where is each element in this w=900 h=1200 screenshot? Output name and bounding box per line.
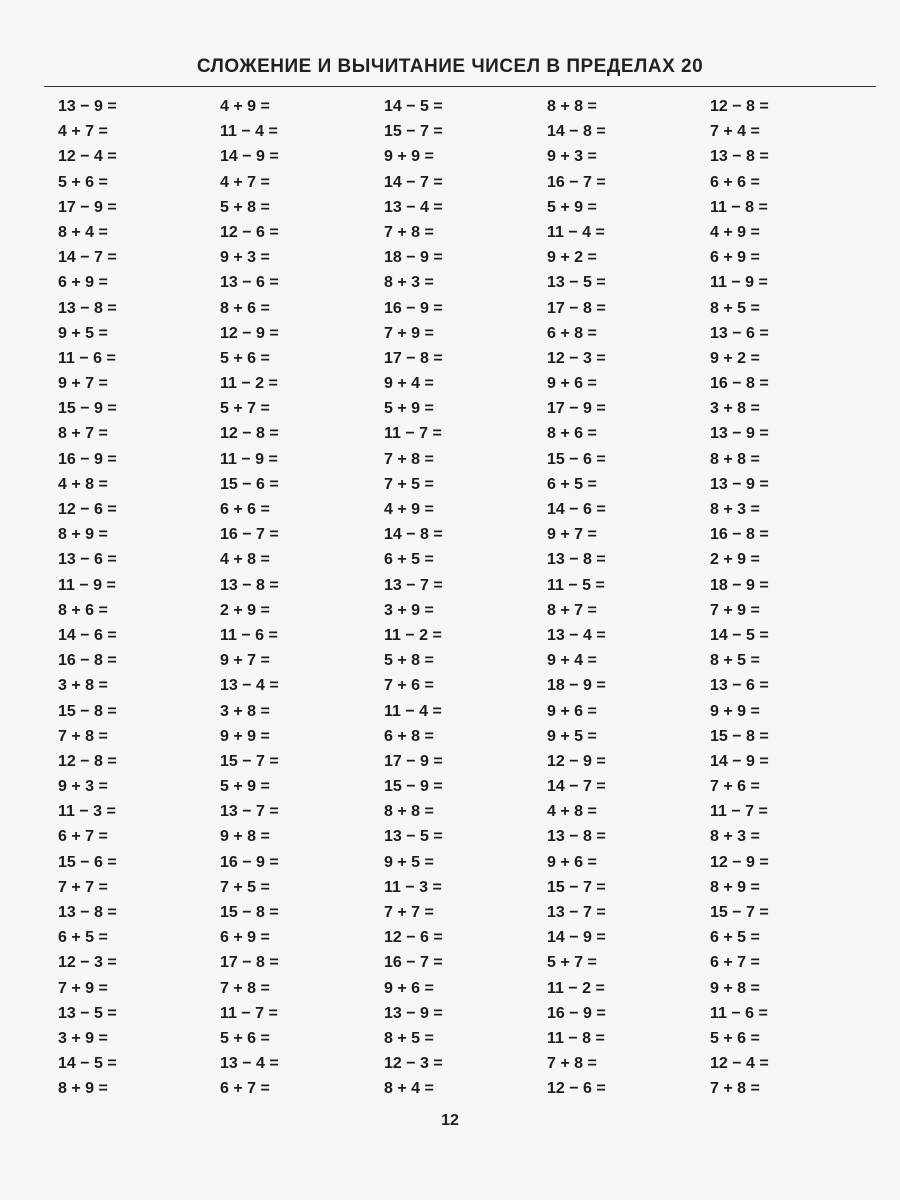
page-number: 12	[441, 1112, 459, 1129]
exercise-item: 6 + 7 =	[220, 1080, 270, 1098]
exercise-item: 9 + 6 =	[547, 702, 597, 720]
exercise-item: 8 + 9 =	[58, 526, 108, 544]
exercise-item: 3 + 8 =	[58, 677, 108, 695]
exercise-item: 12 − 3 =	[547, 349, 606, 367]
exercise-item: 6 + 6 =	[220, 501, 270, 518]
exercise-item: 9 + 9 =	[384, 148, 434, 166]
exercise-item: 12 − 8 =	[58, 752, 117, 770]
exercise-item: 8 + 8 =	[384, 803, 434, 821]
exercise-item: 14 − 5 =	[58, 1055, 117, 1073]
exercise-item: 13 − 5 =	[384, 828, 443, 846]
exercise-item: 5 + 6 =	[220, 349, 270, 367]
exercise-item: 8 + 9 =	[710, 878, 760, 896]
exercise-item: 9 + 6 =	[547, 853, 597, 871]
exercise-item: 9 + 9 =	[710, 702, 760, 720]
exercise-item: 3 + 8 =	[220, 702, 270, 720]
exercise-item: 4 + 8 =	[547, 803, 597, 821]
exercise-item: 6 + 5 =	[384, 551, 434, 569]
exercise-item: 7 + 9 =	[384, 324, 434, 342]
exercise-item: 6 + 5 =	[58, 929, 108, 947]
exercise-column-1	[58, 94, 208, 1102]
exercise-item: 11 − 7 =	[220, 1004, 278, 1022]
exercise-item: 13 − 4 =	[547, 626, 606, 644]
exercise-item: 11 − 6 =	[58, 349, 116, 367]
exercise-item: 8 + 9 =	[58, 1080, 108, 1098]
exercise-item: 15 − 8 =	[220, 904, 279, 921]
exercise-item: 7 + 8 =	[220, 979, 270, 997]
exercise-item: 11 − 3 =	[58, 803, 116, 821]
exercise-item: 14 − 8 =	[384, 526, 443, 544]
exercise-item: 16 − 7 =	[547, 173, 606, 191]
exercise-item: 8 + 3 =	[710, 501, 760, 518]
exercise-item: 12 − 9 =	[220, 324, 279, 342]
exercise-item: 16 − 9 =	[220, 853, 279, 871]
exercise-item: 9 + 5 =	[384, 853, 434, 871]
exercise-item: 11 − 2 =	[384, 626, 442, 644]
exercise-item: 7 + 5 =	[384, 475, 434, 493]
exercise-item: 5 + 9 =	[384, 400, 434, 418]
exercise-item: 8 + 3 =	[384, 274, 434, 292]
exercise-item: 6 + 6 =	[710, 173, 760, 191]
exercise-item: 9 + 6 =	[384, 979, 434, 997]
exercise-item: 6 + 9 =	[710, 249, 760, 267]
exercise-item: 4 + 9 =	[710, 223, 760, 241]
exercise-item: 13 − 6 =	[58, 551, 117, 569]
exercise-item: 8 + 7 =	[547, 601, 597, 619]
exercise-item: 12 − 9 =	[710, 853, 769, 871]
exercise-item: 16 − 8 =	[58, 652, 117, 670]
exercise-item: 9 + 9 =	[220, 727, 270, 745]
exercise-item: 11 − 4 =	[220, 123, 278, 141]
exercise-item: 4 + 9 =	[220, 98, 270, 115]
exercise-item: 11 − 9 =	[220, 450, 278, 468]
exercise-item: 14 − 6 =	[58, 626, 117, 644]
exercise-item: 13 − 7 =	[547, 904, 606, 921]
exercise-item: 11 − 4 =	[384, 702, 442, 720]
exercise-item: 13 − 9 =	[58, 98, 117, 115]
exercise-item: 6 + 5 =	[710, 929, 760, 947]
exercise-item: 14 − 8 =	[547, 123, 606, 141]
exercise-item: 9 + 2 =	[547, 249, 597, 267]
exercise-item: 6 + 8 =	[547, 324, 597, 342]
exercise-item: 15 − 8 =	[58, 702, 117, 720]
exercise-item: 14 − 5 =	[384, 98, 443, 115]
exercise-item: 9 + 7 =	[547, 526, 597, 544]
exercise-item: 8 + 8 =	[547, 98, 597, 115]
exercise-item: 9 + 3 =	[220, 249, 270, 267]
exercise-item: 15 − 7 =	[384, 123, 443, 141]
exercise-item: 13 − 5 =	[58, 1004, 117, 1022]
exercise-item: 5 + 8 =	[384, 652, 434, 670]
exercise-item: 17 − 9 =	[58, 198, 117, 216]
exercise-item: 9 + 7 =	[220, 652, 270, 670]
exercise-item: 8 + 4 =	[58, 223, 108, 241]
exercise-item: 11 − 6 =	[710, 1004, 768, 1022]
exercise-item: 6 + 9 =	[220, 929, 270, 947]
exercise-item: 12 − 4 =	[710, 1055, 769, 1073]
exercise-item: 16 − 9 =	[384, 299, 443, 317]
exercise-item: 9 + 7 =	[58, 375, 108, 393]
exercise-item: 7 + 7 =	[58, 878, 108, 896]
exercise-item: 15 − 8 =	[710, 727, 769, 745]
exercise-item: 13 − 9 =	[384, 1004, 443, 1022]
exercise-item: 11 − 8 =	[710, 198, 768, 216]
exercise-item: 11 − 4 =	[547, 223, 605, 241]
exercise-item: 15 − 6 =	[220, 475, 279, 493]
exercise-item: 6 + 8 =	[384, 727, 434, 745]
exercise-item: 9 + 5 =	[547, 727, 597, 745]
exercise-item: 3 + 8 =	[710, 400, 760, 418]
exercise-item: 13 − 4 =	[384, 198, 443, 216]
exercise-item: 13 − 8 =	[58, 299, 117, 317]
exercise-item: 8 + 4 =	[384, 1080, 434, 1098]
exercise-item: 12 − 8 =	[710, 98, 769, 115]
exercise-item: 13 − 8 =	[220, 576, 279, 594]
exercise-item: 13 − 9 =	[710, 425, 769, 443]
exercise-item: 7 + 5 =	[220, 878, 270, 896]
exercise-item: 8 + 5 =	[384, 1029, 434, 1047]
exercise-item: 7 + 6 =	[710, 778, 760, 796]
exercise-item: 15 − 9 =	[58, 400, 117, 418]
exercise-item: 16 − 7 =	[220, 526, 279, 544]
exercise-item: 8 + 5 =	[710, 299, 760, 317]
exercise-item: 14 − 9 =	[547, 929, 606, 947]
exercise-item: 12 − 9 =	[547, 752, 606, 770]
exercise-item: 4 + 7 =	[220, 173, 270, 191]
exercise-item: 7 + 6 =	[384, 677, 434, 695]
exercise-item: 15 − 7 =	[220, 752, 279, 770]
exercise-item: 7 + 8 =	[384, 223, 434, 241]
exercise-item: 13 − 4 =	[220, 677, 279, 695]
exercise-item: 8 + 8 =	[710, 450, 760, 468]
exercise-item: 4 + 8 =	[58, 475, 108, 493]
exercise-item: 8 + 7 =	[58, 425, 108, 443]
exercise-item: 5 + 6 =	[220, 1029, 270, 1047]
exercise-item: 6 + 5 =	[547, 475, 597, 493]
exercise-item: 6 + 7 =	[58, 828, 108, 846]
exercise-item: 13 − 8 =	[710, 148, 769, 166]
exercise-item: 13 − 7 =	[384, 576, 443, 594]
exercise-item: 11 − 8 =	[547, 1029, 605, 1047]
exercise-item: 15 − 6 =	[58, 853, 117, 871]
exercise-item: 2 + 9 =	[710, 551, 760, 569]
exercise-item: 8 + 6 =	[58, 601, 108, 619]
exercise-item: 14 − 6 =	[547, 501, 606, 518]
exercise-item: 9 + 6 =	[547, 375, 597, 393]
exercise-item: 2 + 9 =	[220, 601, 270, 619]
exercise-item: 14 − 9 =	[220, 148, 279, 166]
exercise-item: 9 + 3 =	[58, 778, 108, 796]
exercise-item: 11 − 3 =	[384, 878, 442, 896]
exercise-item: 17 − 9 =	[547, 400, 606, 418]
exercise-item: 7 + 4 =	[710, 123, 760, 141]
exercise-item: 15 − 6 =	[547, 450, 606, 468]
exercise-item: 17 − 9 =	[384, 752, 443, 770]
exercise-item: 5 + 7 =	[220, 400, 270, 418]
exercise-item: 12 − 3 =	[58, 954, 117, 972]
exercise-grid	[0, 94, 900, 1104]
exercise-column-3	[384, 94, 534, 1102]
exercise-item: 7 + 9 =	[710, 601, 760, 619]
exercise-item: 16 − 8 =	[710, 526, 769, 544]
exercise-item: 11 − 2 =	[547, 979, 605, 997]
exercise-item: 8 + 5 =	[710, 652, 760, 670]
exercise-item: 18 − 9 =	[710, 576, 769, 594]
exercise-item: 12 − 8 =	[220, 425, 279, 443]
exercise-item: 17 − 8 =	[384, 349, 443, 367]
exercise-item: 13 − 8 =	[547, 828, 606, 846]
exercise-item: 14 − 5 =	[710, 626, 769, 644]
exercise-item: 7 + 8 =	[58, 727, 108, 745]
exercise-item: 4 + 8 =	[220, 551, 270, 569]
exercise-item: 9 + 4 =	[384, 375, 434, 393]
exercise-item: 12 − 6 =	[547, 1080, 606, 1098]
exercise-item: 12 − 3 =	[384, 1055, 443, 1073]
exercise-item: 9 + 3 =	[547, 148, 597, 166]
exercise-item: 4 + 9 =	[384, 501, 434, 518]
exercise-item: 15 − 9 =	[384, 778, 443, 796]
exercise-item: 8 + 6 =	[547, 425, 597, 443]
exercise-item: 3 + 9 =	[384, 601, 434, 619]
exercise-item: 12 − 6 =	[220, 223, 279, 241]
exercise-item: 9 + 5 =	[58, 324, 108, 342]
exercise-item: 12 − 6 =	[384, 929, 443, 947]
exercise-item: 17 − 8 =	[547, 299, 606, 317]
exercise-column-5	[710, 94, 860, 1102]
exercise-item: 13 − 5 =	[547, 274, 606, 292]
exercise-column-2	[220, 94, 370, 1102]
exercise-item: 8 + 3 =	[710, 828, 760, 846]
exercise-item: 13 − 9 =	[710, 475, 769, 493]
exercise-item: 12 − 6 =	[58, 501, 117, 518]
exercise-item: 11 − 5 =	[547, 576, 605, 594]
exercise-item: 9 + 2 =	[710, 349, 760, 367]
exercise-item: 9 + 4 =	[547, 652, 597, 670]
exercise-item: 13 − 6 =	[710, 324, 769, 342]
exercise-item: 7 + 7 =	[384, 904, 434, 921]
exercise-item: 5 + 6 =	[58, 173, 108, 191]
exercise-item: 14 − 7 =	[58, 249, 117, 267]
exercise-item: 5 + 6 =	[710, 1029, 760, 1047]
exercise-item: 6 + 7 =	[710, 954, 760, 972]
exercise-item: 11 − 7 =	[384, 425, 442, 443]
exercise-item: 3 + 9 =	[58, 1029, 108, 1047]
exercise-item: 17 − 8 =	[220, 954, 279, 972]
exercise-item: 6 + 9 =	[58, 274, 108, 292]
exercise-item: 11 − 9 =	[710, 274, 768, 292]
exercise-item: 16 − 8 =	[710, 375, 769, 393]
exercise-item: 16 − 9 =	[547, 1004, 606, 1022]
exercise-item: 12 − 4 =	[58, 148, 117, 166]
exercise-item: 13 − 6 =	[710, 677, 769, 695]
exercise-item: 13 − 4 =	[220, 1055, 279, 1073]
exercise-item: 7 + 8 =	[384, 450, 434, 468]
exercise-item: 5 + 9 =	[220, 778, 270, 796]
exercise-item: 5 + 9 =	[547, 198, 597, 216]
exercise-item: 11 − 9 =	[58, 576, 116, 594]
exercise-item: 18 − 9 =	[547, 677, 606, 695]
exercise-item: 14 − 7 =	[384, 173, 443, 191]
exercise-item: 11 − 7 =	[710, 803, 768, 821]
exercise-item: 13 − 8 =	[58, 904, 117, 921]
exercise-item: 5 + 8 =	[220, 198, 270, 216]
exercise-item: 16 − 9 =	[58, 450, 117, 468]
exercise-item: 13 − 7 =	[220, 803, 279, 821]
exercise-item: 15 − 7 =	[547, 878, 606, 896]
exercise-item: 8 + 6 =	[220, 299, 270, 317]
exercise-item: 14 − 9 =	[710, 752, 769, 770]
title-divider	[44, 86, 876, 87]
exercise-item: 7 + 8 =	[710, 1080, 760, 1098]
exercise-item: 15 − 7 =	[710, 904, 769, 921]
exercise-column-4	[547, 94, 697, 1102]
exercise-item: 14 − 7 =	[547, 778, 606, 796]
exercise-item: 18 − 9 =	[384, 249, 443, 267]
exercise-item: 13 − 8 =	[547, 551, 606, 569]
exercise-item: 7 + 8 =	[547, 1055, 597, 1073]
exercise-item: 7 + 9 =	[58, 979, 108, 997]
exercise-item: 9 + 8 =	[710, 979, 760, 997]
exercise-item: 13 − 6 =	[220, 274, 279, 292]
exercise-item: 16 − 7 =	[384, 954, 443, 972]
exercise-item: 11 − 2 =	[220, 375, 278, 393]
exercise-item: 5 + 7 =	[547, 954, 597, 972]
exercise-item: 9 + 8 =	[220, 828, 270, 846]
exercise-item: 11 − 6 =	[220, 626, 278, 644]
page-title: СЛОЖЕНИЕ И ВЫЧИТАНИЕ ЧИСЕЛ В ПРЕДЕЛАХ 20	[196, 56, 704, 77]
exercise-item: 4 + 7 =	[58, 123, 108, 141]
